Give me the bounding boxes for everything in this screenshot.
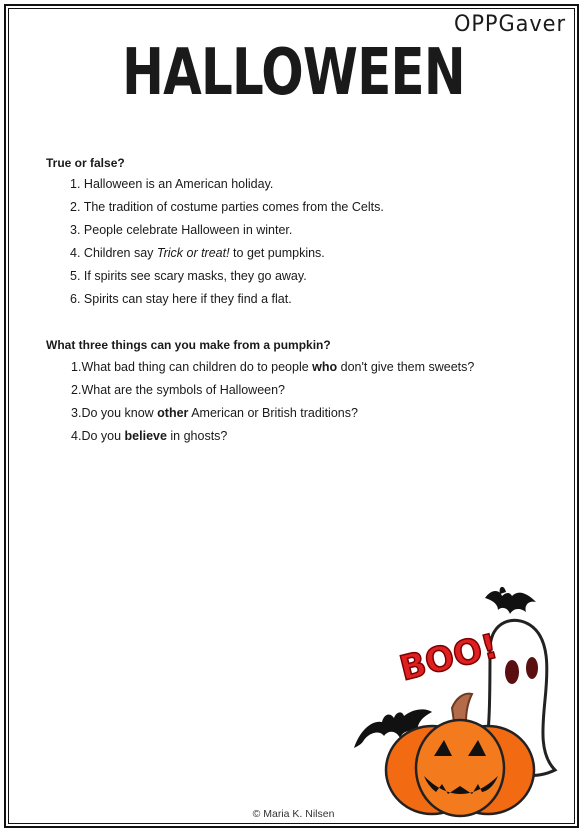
page-title: HALLOWEEN [122,36,465,110]
section-heading-pumpkin: What three things can you make from a pumpkin? [46,338,331,352]
bat-icon [485,587,536,614]
list-item: 3.Do you know other American or British traditions? [71,406,358,420]
svg-text:BOO!: BOO! [395,626,502,690]
list-item: 4.Do you believe in ghosts? [71,429,228,443]
list-item: 5. If spirits see scary masks, they go away. [70,269,307,283]
oppgaver-label: OPPGaver [453,12,567,37]
section-heading-true-false: True or false? [46,156,125,170]
true-false-list [70,173,384,311]
list-item: 1.What bad thing can children do to people who don't give them sweets? [71,360,475,374]
list-item: 1. Halloween is an American holiday. [70,177,274,191]
halloween-illustration [340,580,570,820]
questions-list [71,356,474,448]
list-item: 2. The tradition of costume parties comes from the Celts. [70,200,384,214]
list-item: 3. People celebrate Halloween in winter. [70,223,293,237]
list-item: 6. Spirits can stay here if they find a flat. [70,292,292,306]
footer-credit: © Maria K. Nilsen [252,808,335,820]
list-item: 4. Children say Trick or treat! to get pumpkins. [70,246,325,260]
boo-text [396,626,502,689]
list-item: 2.What are the symbols of Halloween? [71,383,286,397]
